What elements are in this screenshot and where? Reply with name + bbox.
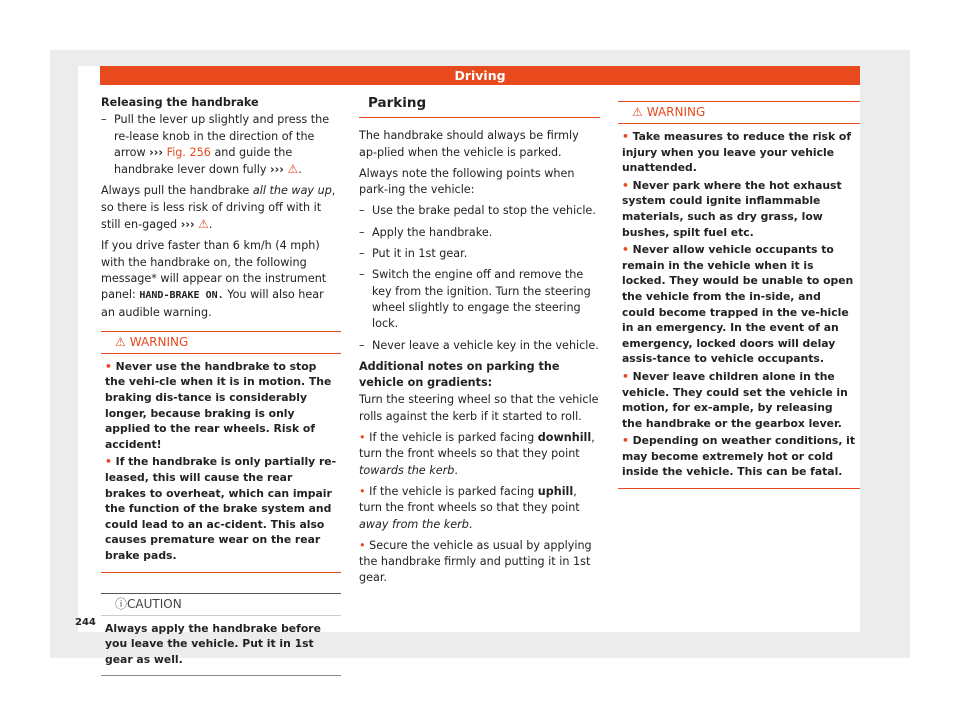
instruction-step: – Pull the lever up slightly and press the re-lease knob in the direction of the arrow ››› Fig. 256 and guide the handbrake lever down fully ››› ⚠. <box>101 113 330 177</box>
warning-item: • If the handbrake is only partially re-leased, this will cause the rear brakes to overheat, which can impair the function of the brake system and could lead to an ac-cident. This also causes premature wear on the rear brake pads. <box>105 455 337 562</box>
paragraph: Turn the steering wheel so that the vehicle rolls against the kerb if it started to roll. <box>359 393 599 423</box>
bullet-icon: • <box>622 434 629 448</box>
warning-item: • Never use the handbrake to stop the vehi-cle when it is in motion. The braking dis-tance is considerably longer, because braking is only applied to the rear wheels. Risk of accident! <box>105 359 332 451</box>
bullet-icon: • <box>105 455 112 469</box>
bullet-item: • Secure the vehicle as usual by applying the handbrake firmly and putting it in 1st gear. <box>359 538 592 585</box>
warning-body <box>101 359 341 572</box>
list-item: – Apply the handbrake. <box>359 225 493 239</box>
bullet-icon: • <box>105 359 112 373</box>
caution-body: Always apply the handbrake before you leave the vehicle. Put it in 1st gear as well. <box>105 621 321 666</box>
warning-box <box>101 331 341 573</box>
section-header: Driving <box>100 66 860 85</box>
bullet-icon: • <box>622 178 629 192</box>
right-column <box>618 95 860 489</box>
bullet-icon: • <box>359 484 366 498</box>
warning-item: • Take measures to reduce the risk of injury when you leave your vehicle unattended. <box>622 130 852 175</box>
middle-column <box>359 95 600 592</box>
list-item: – Put it in 1st gear. <box>359 247 468 261</box>
figure-link[interactable]: Fig. 256 <box>166 145 211 159</box>
warning-icon: ⚠ <box>632 105 643 119</box>
warning-triangle-icon[interactable]: ⚠ <box>287 162 299 177</box>
section-title: Parking <box>359 95 600 118</box>
warning-header: ⚠ WARNING <box>618 101 860 124</box>
paragraph: Always note the following points when park-ing the vehicle: <box>359 166 575 197</box>
list-item: – Never leave a vehicle key in the vehicle. <box>359 338 599 352</box>
warning-box <box>618 101 860 489</box>
bullet-icon: • <box>622 130 629 143</box>
cross-ref-arrow: ››› <box>149 145 164 159</box>
bullet-icon: • <box>622 369 629 383</box>
left-column <box>101 95 341 676</box>
page-number: 244 <box>75 617 96 628</box>
info-circle-icon: ⓘ <box>115 596 128 611</box>
caution-box <box>101 593 341 677</box>
bullet-icon: • <box>622 243 629 257</box>
warning-item: • Never park where the hot exhaust system could ignite inflammable materials, such as dry grass, low bushes, spilt fuel etc. <box>622 178 842 239</box>
warning-icon: ⚠ <box>115 334 126 349</box>
warning-item: • Never allow vehicle occupants to remain in the vehicle when it is locked. They would be unable to open the vehicle from the in-side, and could become trapped in the ve-hicle in an emergency. In the event of an emergency, locked doors will delay assis-tance to vehicle occupants. <box>622 243 854 366</box>
list-item: – Switch the engine off and remove the key from the ignition. Turn the steering wheel slightly to engage the steering lock. <box>359 268 591 331</box>
warning-triangle-icon[interactable]: ⚠ <box>198 217 209 232</box>
bullet-icon: • <box>359 431 366 445</box>
paragraph: Always pull the handbrake all the way up, so there is less risk of driving off with it still en-gaged ››› ⚠. <box>101 184 336 232</box>
warning-body <box>618 129 860 488</box>
warning-header: ⚠ WARNING <box>101 331 341 354</box>
warning-item: • Depending on weather conditions, it may become extremely hot or cold inside the vehicle. This can be fatal. <box>622 434 856 479</box>
sub-heading: Additional notes on parking the vehicle on gradients: <box>359 359 560 390</box>
warning-item: • Never leave children alone in the vehicle. They could set the vehicle in motion, for ex-ample, by releasing the handbrake or the gearbox lever. <box>622 369 848 430</box>
bullet-icon: • <box>359 538 366 552</box>
list-item: – Use the brake pedal to stop the vehicle. <box>359 204 596 218</box>
paragraph: The handbrake should always be firmly ap-plied when the vehicle is parked. <box>359 129 579 159</box>
panel-message: HAND-BRAKE ON. <box>139 290 224 302</box>
caution-header: ⓘCAUTION <box>101 593 341 616</box>
paragraph: If you drive faster than 6 km/h (4 mph) with the handbrake on, the following message* will appear on the instrument panel: HAND-BRAKE ON. You will also hear an audible warning. <box>101 239 327 319</box>
bullet-item: • If the vehicle is parked facing downhill, turn the front wheels so that they point towards the kerb. <box>359 431 595 477</box>
section-heading: Releasing the handbrake <box>101 96 259 109</box>
bullet-item: • If the vehicle is parked facing uphill, turn the front wheels so that they point away from the kerb. <box>359 484 580 531</box>
